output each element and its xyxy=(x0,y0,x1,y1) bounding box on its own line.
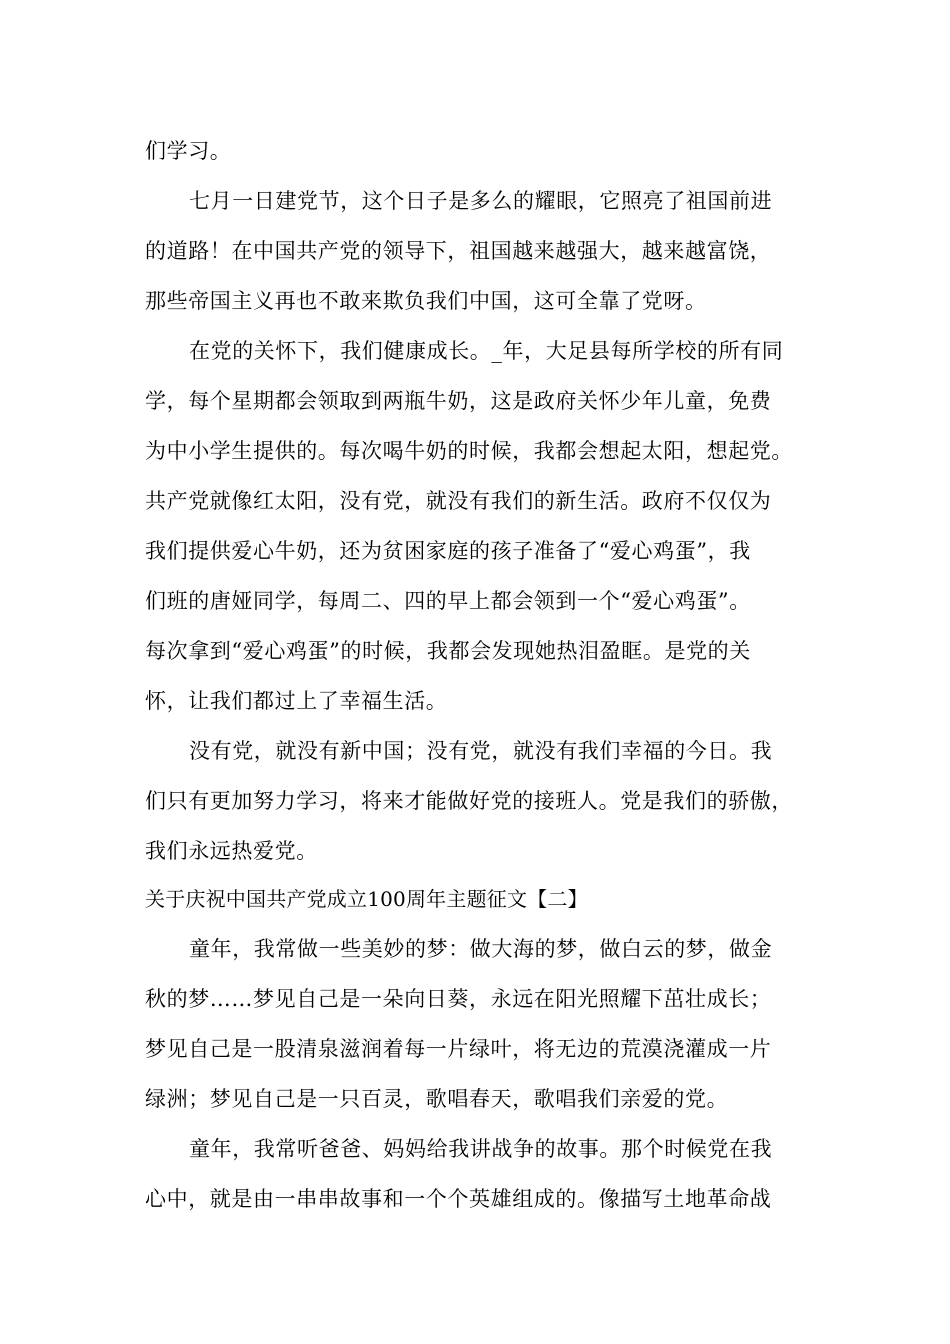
section-heading: 关于庆祝中国共产党成立100周年主题征文【二】 xyxy=(145,887,588,911)
paragraph-first-line: 在党的关怀下，我们健康成长。_年，大足县每所学校的所有同 xyxy=(189,339,784,363)
text-line: 那些帝国主义再也不敢来欺负我们中国，这可全靠了党呀。 xyxy=(145,289,707,313)
text-line: 们学习。 xyxy=(145,139,232,163)
text-line: 为中小学生提供的。每次喝牛奶的时候，我都会想起太阳，想起党。 xyxy=(145,439,793,463)
paragraph-first-line: 七月一日建党节，这个日子是多么的耀眼，它照亮了祖国前进 xyxy=(189,189,773,213)
text-line: 们只有更加努力学习，将来才能做好党的接班人。党是我们的骄傲， xyxy=(145,789,793,813)
text-line: 每次拿到“爱心鸡蛋”的时候，我都会发现她热泪盈眶。是党的关 xyxy=(145,639,751,663)
text-line: 绿洲；梦见自己是一只百灵，歌唱春天，歌唱我们亲爱的党。 xyxy=(145,1087,729,1111)
paragraph-first-line: 童年，我常听爸爸、妈妈给我讲战争的故事。那个时候党在我 xyxy=(189,1137,773,1161)
text-line: 秋的梦……梦见自己是一朵向日葵，永远在阳光照耀下茁壮成长； xyxy=(145,987,772,1011)
text-line: 心中，就是由一串串故事和一个个英雄组成的。像描写土地革命战 xyxy=(145,1187,772,1211)
text-line: 学，每个星期都会领取到两瓶牛奶，这是政府关怀少年儿童，免费 xyxy=(145,389,772,413)
paragraph-first-line: 童年，我常做一些美妙的梦：做大海的梦，做白云的梦，做金 xyxy=(189,937,773,961)
text-line: 共产党就像红太阳，没有党，就没有我们的新生活。政府不仅仅为 xyxy=(145,489,772,513)
text-line: 怀，让我们都过上了幸福生活。 xyxy=(145,689,448,713)
text-line: 梦见自己是一股清泉滋润着每一片绿叶，将无边的荒漠浇灌成一片 xyxy=(145,1037,772,1061)
text-line: 们班的唐娅同学，每周二、四的早上都会领到一个“爱心鸡蛋”。 xyxy=(145,589,751,613)
text-line: 我们提供爱心牛奶，还为贫困家庭的孩子准备了“爱心鸡蛋”，我 xyxy=(145,539,751,563)
paragraph-first-line: 没有党，就没有新中国；没有党，就没有我们幸福的今日。我 xyxy=(189,739,773,763)
text-line: 我们永远热爱党。 xyxy=(145,839,318,863)
text-line: 的道路！在中国共产党的领导下，祖国越来越强大，越来越富饶， xyxy=(145,239,772,263)
